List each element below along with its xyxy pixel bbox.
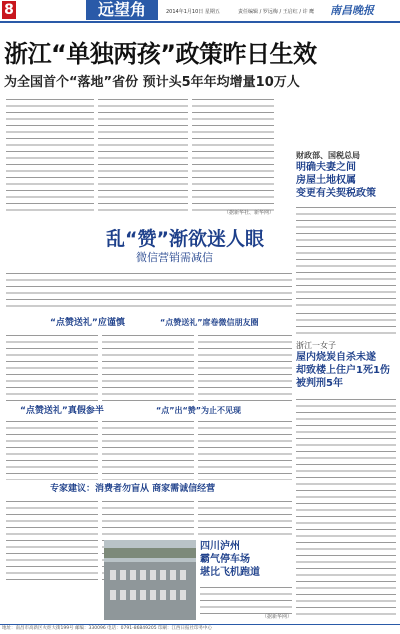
- footer-text: 地址：南昌市高新区火炬大街199号 邮编：330096 电话：0791-86849205 印刷：江西日报社印务中心: [2, 626, 213, 631]
- feature-inline-2: “点”出“赞”为止不见现: [156, 406, 242, 415]
- feature-column-1c: [6, 498, 98, 584]
- right-title-1: 浙江一女子: [296, 341, 336, 350]
- feature-inline-1: “点赞送礼”席卷微信朋友圈: [160, 318, 259, 327]
- photo-title-2: 霸气停车场: [200, 554, 250, 565]
- feature-column-2b: [102, 418, 194, 480]
- feature-column-1b: [6, 418, 98, 480]
- page-number: 8: [2, 1, 16, 19]
- feature-column-2a: [102, 332, 194, 404]
- photo-title-3: 堪比飞机跑道: [200, 567, 260, 578]
- photo-credit: （据新华网）: [262, 614, 293, 620]
- header-editors: 责任编辑 / 罗远梅 / 王启红 / 许 鹰: [238, 9, 315, 15]
- section-title: 远望角: [86, 0, 158, 20]
- lead-column-1: [6, 96, 94, 216]
- sidebar-body: [296, 204, 396, 308]
- right-title-3: 却致楼上住户1死1伤: [296, 365, 390, 376]
- feature-headline: 乱“赞”渐欲迷人眼: [106, 228, 264, 250]
- feature-intro: [6, 270, 292, 312]
- feature-subhead: 微信营销需减信: [136, 251, 213, 264]
- right-title-4: 被判刑5年: [296, 378, 343, 389]
- feature-column-3b: [198, 418, 292, 480]
- feature-column-3a: [198, 332, 292, 404]
- sidebar-title: 财政部、国税总局: [296, 151, 360, 160]
- lead-subhead: 为全国首个“落地”省份 预计头5年年均增量10万人: [4, 75, 300, 90]
- page-header: [0, 0, 400, 24]
- header-date: 2014年1月10日 星期五: [166, 9, 220, 15]
- lead-byline: （据新华社、新华网）: [224, 210, 275, 216]
- right-column-text: [296, 396, 396, 618]
- sidebar-line-2: 房屋土地权属: [296, 175, 356, 186]
- parking-lot-illustration: [104, 540, 196, 620]
- quote-heading-1: “点赞送礼”应谨慎: [50, 318, 125, 328]
- feature-column-1a: [6, 332, 98, 404]
- right-column-text-top: [296, 310, 396, 336]
- sidebar-line-3: 变更有关契税政策: [296, 188, 376, 199]
- photo-caption: [200, 584, 292, 614]
- parking-lot-photo: [104, 540, 196, 620]
- quote-heading-2: “点赞送礼”真假参半: [20, 406, 104, 416]
- lead-column-3: [192, 96, 274, 216]
- sidebar-line-1: 明确夫妻之间: [296, 162, 356, 173]
- lead-column-2: [98, 96, 188, 216]
- feature-column-3c: [198, 498, 292, 538]
- sidebar-box: [296, 150, 398, 202]
- right-story-title: [296, 340, 398, 390]
- footer-rule: [0, 624, 400, 625]
- right-title-2: 屋内烧炭自杀未遂: [296, 352, 376, 363]
- header-rule: [0, 21, 400, 23]
- lead-headline: 浙江“单独两孩”政策昨日生效: [4, 40, 317, 68]
- photo-title-1: 四川泸州: [200, 541, 240, 552]
- paper-name: 南昌晚报: [330, 4, 374, 17]
- photo-story-title: [200, 540, 294, 579]
- quote-heading-3: 专家建议：消费者勿盲从 商家需诚信经营: [50, 484, 216, 494]
